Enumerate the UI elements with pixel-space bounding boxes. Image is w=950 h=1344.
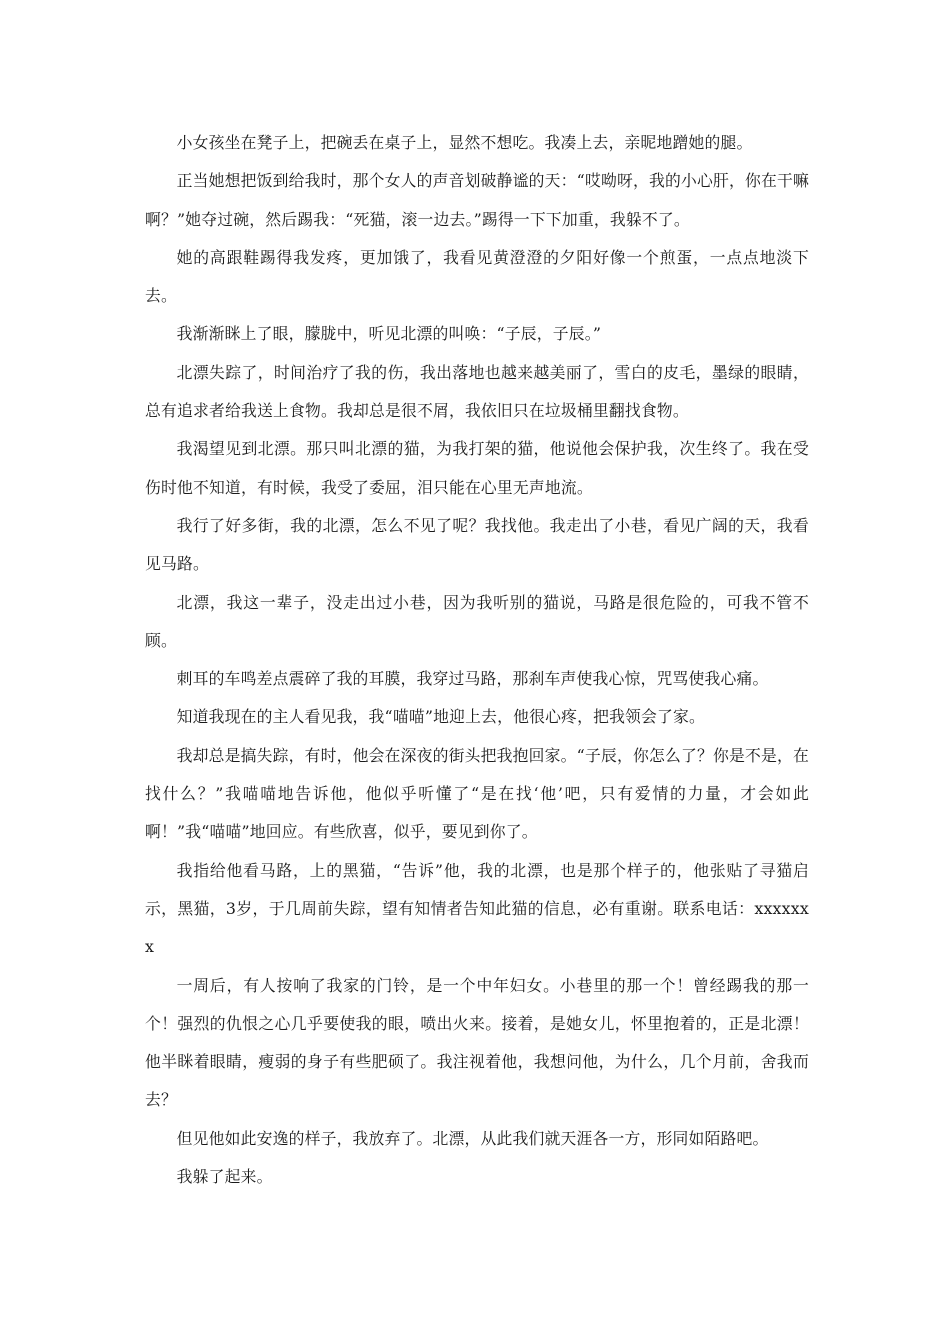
paragraph: 北漂失踪了，时间治疗了我的伤，我出落地也越来越美丽了，雪白的皮毛，墨绿的眼睛，总有追求者给我送上食物。我却总是很不屑，我依旧只在垃圾桶里翻找食物。 [145,362,809,421]
paragraph: 北漂，我这一辈子，没走出过小巷，因为我听别的猫说，马路是很危险的，可我不管不顾。 [145,592,809,650]
paragraph: 知道我现在的主人看见我，我“喵喵”地迎上去，他很心疼，把我领会了家。 [176,707,706,727]
paragraph: 我躲了起来。 [176,1167,273,1187]
paragraph: 我渐渐眯上了眼，朦胧中，听见北漂的叫唤：“子辰，子辰。” [176,324,602,344]
paragraph: 刺耳的车鸣差点震碎了我的耳膜，我穿过马路，那刹车声使我心惊，咒骂使我心痛。 [176,669,769,689]
paragraph: 正当她想把饭到给我时，那个女人的声音划破静谧的天：“哎呦呀，我的小心肝，你在干嘛啊？”她夺过碗，然后踢我：“死猫，滚一边去。”踢得一下下加重，我躲不了。 [145,171,809,229]
paragraph: 我行了好多街，我的北漂，怎么不见了呢？我找他。我走出了小巷，看见广阔的天，我看见马路。 [145,515,809,574]
paragraph: 我却总是搞失踪，有时，他会在深夜的街头把我抱回家。“子辰，你怎么了？你是不是，在找什么？”我喵喵地告诉他，他似乎听懂了“是在找‘他’吧，只有爱情的力量，才会如此啊！”我“喵喵”地回应。有些欣喜，似乎，要见到你了。 [145,745,809,842]
document-body [145,124,809,1196]
paragraph: 但见他如此安逸的样子，我放弃了。北漂，从此我们就天涯各一方，形同如陌路吧。 [176,1128,769,1148]
paragraph: 我渴望见到北漂。那只叫北漂的猫，为我打架的猫，他说他会保护我，次生终了。我在受伤时他不知道，有时候，我受了委屈，泪只能在心里无声地流。 [145,439,809,497]
paragraph: 我指给他看马路，上的黑猫，“告诉”他，我的北漂，也是那个样子的，他张贴了寻猫启示，黑猫，3岁，于几周前失踪，望有知情者告知此猫的信息，必有重谢。联系电话：xxxxxxx [145,860,809,957]
paragraph: 她的高跟鞋踢得我发疼，更加饿了，我看见黄澄澄的夕阳好像一个煎蛋，一点点地淡下去。 [145,247,809,306]
paragraph: 小女孩坐在凳子上，把碗丢在桌子上，显然不想吃。我凑上去，亲昵地蹭她的腿。 [176,133,753,152]
paragraph: 一周后，有人按响了我家的门铃，是一个中年妇女。小巷里的那一个！曾经踢我的那一个！强烈的仇恨之心几乎要使我的眼，喷出火来。接着，是她女儿，怀里抱着的，正是北漂！他半眯着眼睛，瘦弱的身子有些肥硕了。我注视着他，我想问他，为什么，几个月前，舍我而去？ [145,975,809,1110]
